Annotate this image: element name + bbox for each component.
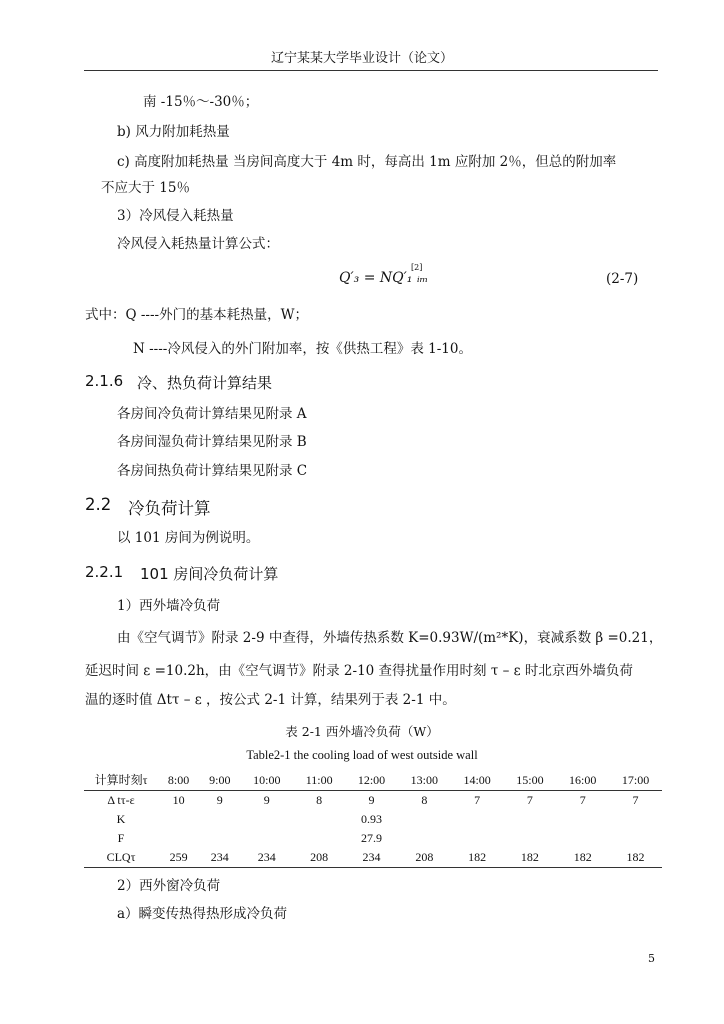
table-cell: 10 [172,793,185,807]
table-cell [504,829,557,848]
table-cell: 208 [398,848,451,868]
text-line: 式中：Q ----外门的基本耗热量，W； [85,307,308,323]
table-header-cell: 12:00 [345,771,398,791]
text-line: 1）西外墙冷负荷 [117,598,221,614]
table-row [84,848,662,868]
text-line: b) 风力附加耗热量 [117,124,230,140]
table-header-cell: 16:00 [556,771,609,791]
section-number: 2.1.6 [85,372,124,390]
table-cell: 9 [216,793,223,807]
table-cell: 234 [345,848,398,868]
table-cell: F [117,831,125,845]
formula: Q′₃ = NQ′₁ ᵢₘ [339,270,429,286]
text-line: N ----冷风侵入的外门附加率，按《供热工程》表 1-10。 [133,341,472,357]
header-rule [84,70,658,71]
table-cell: 182 [504,848,557,868]
table-cell: 208 [293,848,345,868]
table-cell: 7 [579,793,586,807]
text-line: c) 高度附加耗热量 当房间高度大于 4m 时，每高出 1m 应附加 2％，但总的附加率 [117,154,617,170]
table-cell [609,829,662,848]
table-cell: Δ tτ-ε [107,793,135,807]
table-cell [556,810,609,829]
table-cell: 182 [556,848,609,868]
table-header-cell: 计算时刻τ [84,771,158,791]
text-line: 由《空气调节》附录 2-9 中查得，外墙传热系数 K=0.93W/(m²*K)，衰减系数 β =0.21， [117,630,663,646]
text-line: 温的逐时值 Δtτ – ε ，按公式 2-1 计算，结果列于表 2-1 中。 [85,692,456,708]
section-title: 冷、热负荷计算结果 [137,374,273,392]
table-cell [556,829,609,848]
result-line: 各房间冷负荷计算结果见附录 A [117,406,307,422]
result-line: 各房间热负荷计算结果见附录 C [117,463,308,479]
table-cell: 0.93 [361,812,383,826]
table-row [84,791,662,811]
section-number: 2.2.1 [85,563,124,581]
table-cell: 7 [526,793,533,807]
table-caption-cn: 表 2-1 西外墙冷负荷（W） [285,724,439,739]
table-cell [240,829,293,848]
table-cell: 9 [368,793,375,807]
table-cell [398,829,451,848]
text-line: 2）西外窗冷负荷 [117,878,221,894]
table-header-cell: 13:00 [398,771,451,791]
table-cell: 259 [158,848,199,868]
result-line: 各房间湿负荷计算结果见附录 B [117,434,307,450]
table-cell: CLQτ [84,848,158,868]
table-cell: 8 [316,793,323,807]
table-cell [293,810,345,829]
text-line: 南 -15％～-30％； [143,94,259,110]
table-cell: 234 [199,848,240,868]
table-cell: 7 [474,793,481,807]
page-header-title: 辽宁某某大学毕业设计（论文） [270,51,453,66]
table-row [84,829,662,848]
table-header-cell: 9:00 [199,771,240,791]
table-cell [158,829,199,848]
table-cell [158,810,199,829]
table-cell [504,810,557,829]
table-cell [240,810,293,829]
text-line: 不应大于 15％ [101,180,190,196]
section-title: 冷负荷计算 [128,499,211,518]
table-cell: 27.9 [361,831,383,845]
section-title: 101 房间冷负荷计算 [140,565,279,583]
table-header-cell: 17:00 [609,771,662,791]
text-line: 冷风侵入耗热量计算公式： [117,236,279,252]
table-cell: 9 [263,793,270,807]
table-caption-en: Table2-1 the cooling load of west outside wall [246,748,478,762]
table-cell: 234 [240,848,293,868]
table-cell: K [116,812,126,826]
text-line: a）瞬变传热得热形成冷负荷 [117,906,288,922]
formula-number: (2-7) [606,271,639,287]
table-cell: 8 [421,793,428,807]
table-row [84,810,662,829]
table-header-cell: 14:00 [451,771,504,791]
table-header-cell: 10:00 [240,771,293,791]
cooling-load-table [84,771,662,868]
table-cell [293,829,345,848]
section-number: 2.2 [85,495,112,514]
table-cell [199,829,240,848]
page-number: 5 [648,952,655,965]
table-cell [199,810,240,829]
text-line: 延迟时间 ε =10.2h，由《空气调节》附录 2-10 查得扰量作用时刻 τ – ε 时北京西外墙负荷 [85,663,633,679]
table-cell: 182 [451,848,504,868]
text-line: 以 101 房间为例说明。 [117,530,260,546]
table-cell [609,810,662,829]
table-cell [451,810,504,829]
table-header-cell: 15:00 [504,771,557,791]
formula-citation: [2] [411,263,423,272]
table-cell [451,829,504,848]
table-cell: 7 [632,793,639,807]
table-header-cell: 11:00 [293,771,345,791]
table-header-row [84,771,662,791]
text-line: 3）冷风侵入耗热量 [117,208,234,224]
table-header-cell: 8:00 [158,771,199,791]
table-cell [398,810,451,829]
table-cell: 182 [609,848,662,868]
